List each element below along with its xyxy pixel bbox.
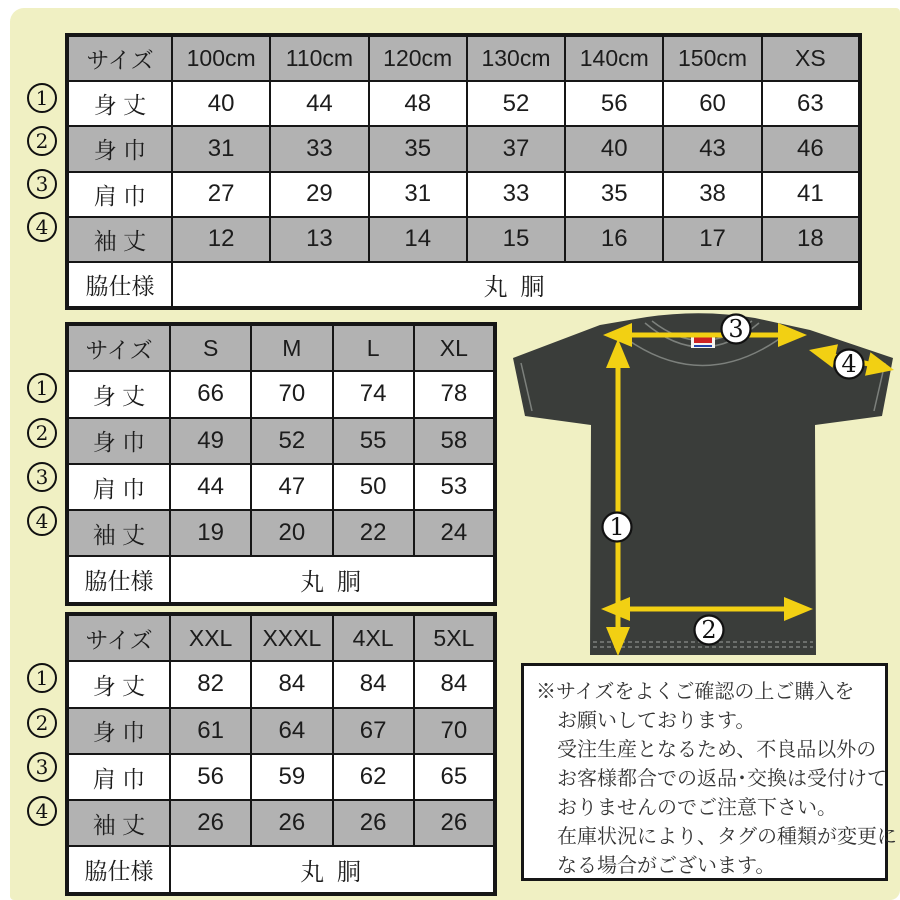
size-value-cell: 15 [467,217,565,262]
row-number-badge: 3 [27,752,57,782]
size-value-cell: 35 [369,126,467,171]
row-label: 身 巾 [67,126,172,171]
size-value-cell: 41 [762,172,860,217]
size-value-cell: 50 [333,464,414,510]
row-label: 身 巾 [67,708,170,754]
row-number-badge: 4 [27,506,57,536]
size-value-cell: 64 [251,708,332,754]
row-number-column [26,366,58,543]
footer-value: 丸 胴 [172,262,860,308]
row-number-badge: 1 [27,83,57,113]
size-value-cell: 65 [414,754,495,800]
row-label: 身 巾 [67,418,170,464]
size-value-cell: 12 [172,217,270,262]
footer-label: 脇仕様 [67,846,170,893]
row-number-badge: 2 [27,126,57,156]
size-value-cell: 74 [333,371,414,417]
notice-line: おりませんのでご注意下さい。 [557,797,837,819]
size-value-cell: 33 [467,172,565,217]
size-table-adult [35,322,497,606]
size-value-cell: 59 [251,754,332,800]
column-header: サイズ [67,35,172,81]
column-header: 130cm [467,35,565,81]
size-value-cell: 44 [170,464,251,510]
footer-value: 丸 胴 [170,556,495,603]
row-number-badge: 2 [27,708,57,738]
size-value-cell: 27 [172,172,270,217]
row-label: 身 丈 [67,81,172,126]
size-value-cell: 63 [762,81,860,126]
notice-line: お願いしております。 [557,710,756,732]
column-header: 110cm [270,35,368,81]
size-value-cell: 19 [170,510,251,556]
size-value-cell: 26 [170,800,251,846]
notice-line: ※サイズをよくご確認の上ご購入を [536,681,855,703]
size-value-cell: 37 [467,126,565,171]
column-header: 150cm [663,35,761,81]
row-label: 袖 丈 [67,800,170,846]
size-value-cell: 38 [663,172,761,217]
column-header: XXL [170,614,251,661]
size-value-cell: 14 [369,217,467,262]
badge-1: 1 [609,513,625,541]
size-value-cell: 16 [565,217,663,262]
row-number-badge: 2 [27,418,57,448]
size-value-cell: 26 [414,800,495,846]
row-label: 肩 巾 [67,754,170,800]
row-number-column [26,76,58,249]
size-value-cell: 40 [172,81,270,126]
column-header: XL [414,324,495,371]
size-value-cell: 52 [467,81,565,126]
size-value-cell: 49 [170,418,251,464]
footer-value: 丸 胴 [170,846,495,893]
notice-line: 在庫状況により、タグの種類が変更に [557,826,897,848]
size-value-cell: 13 [270,217,368,262]
notice-line: お客様都合での返品･交換は受付けて [557,768,887,790]
size-value-cell: 60 [663,81,761,126]
size-table [65,33,862,310]
size-value-cell: 46 [762,126,860,171]
notice-box [521,663,897,881]
size-value-cell: 29 [270,172,368,217]
size-value-cell: 62 [333,754,414,800]
size-value-cell: 55 [333,418,414,464]
size-value-cell: 44 [270,81,368,126]
size-value-cell: 18 [762,217,860,262]
size-value-cell: 33 [270,126,368,171]
size-value-cell: 53 [414,464,495,510]
column-header: サイズ [67,614,170,661]
badge-4: 4 [841,350,857,378]
column-header: S [170,324,251,371]
size-value-cell: 84 [414,661,495,707]
size-value-cell: 20 [251,510,332,556]
tshirt-measure-diagram [505,308,900,663]
size-value-cell: 26 [333,800,414,846]
column-header: M [251,324,332,371]
column-header: L [333,324,414,371]
size-value-cell: 56 [170,754,251,800]
column-header: 140cm [565,35,663,81]
column-header: 120cm [369,35,467,81]
size-value-cell: 82 [170,661,251,707]
row-number-badge: 1 [27,663,57,693]
row-number-column [26,656,58,833]
column-header: 100cm [172,35,270,81]
size-value-cell: 84 [333,661,414,707]
column-header: 4XL [333,614,414,661]
size-table [65,612,497,896]
size-table-plus [35,612,497,896]
size-value-cell: 56 [565,81,663,126]
size-value-cell: 17 [663,217,761,262]
size-value-cell: 26 [251,800,332,846]
row-label: 肩 巾 [67,464,170,510]
row-label: 身 丈 [67,371,170,417]
size-value-cell: 43 [663,126,761,171]
size-value-cell: 70 [414,708,495,754]
footer-label: 脇仕様 [67,262,172,308]
size-value-cell: 35 [565,172,663,217]
size-value-cell: 48 [369,81,467,126]
row-label: 袖 丈 [67,217,172,262]
column-header: 5XL [414,614,495,661]
row-number-badge: 1 [27,373,57,403]
size-value-cell: 84 [251,661,332,707]
size-table [65,322,497,606]
column-header: サイズ [67,324,170,371]
size-value-cell: 47 [251,464,332,510]
size-value-cell: 40 [565,126,663,171]
size-value-cell: 67 [333,708,414,754]
size-value-cell: 22 [333,510,414,556]
size-value-cell: 78 [414,371,495,417]
row-label: 身 丈 [67,661,170,707]
row-number-badge: 4 [27,796,57,826]
badge-2: 2 [701,616,717,644]
size-value-cell: 24 [414,510,495,556]
size-value-cell: 58 [414,418,495,464]
notice-line: 受注生産となるため、不良品以外の [557,739,877,761]
column-header: XXXL [251,614,332,661]
row-number-badge: 3 [27,169,57,199]
size-value-cell: 70 [251,371,332,417]
row-label: 肩 巾 [67,172,172,217]
size-value-cell: 52 [251,418,332,464]
row-number-badge: 4 [27,212,57,242]
size-value-cell: 31 [369,172,467,217]
footer-label: 脇仕様 [67,556,170,603]
size-table-kids [35,33,862,310]
size-value-cell: 61 [170,708,251,754]
size-value-cell: 31 [172,126,270,171]
row-number-badge: 3 [27,462,57,492]
notice-line: なる場合がございます。 [557,855,776,877]
row-label: 袖 丈 [67,510,170,556]
size-value-cell: 66 [170,371,251,417]
badge-3: 3 [728,315,744,343]
column-header: XS [762,35,860,81]
